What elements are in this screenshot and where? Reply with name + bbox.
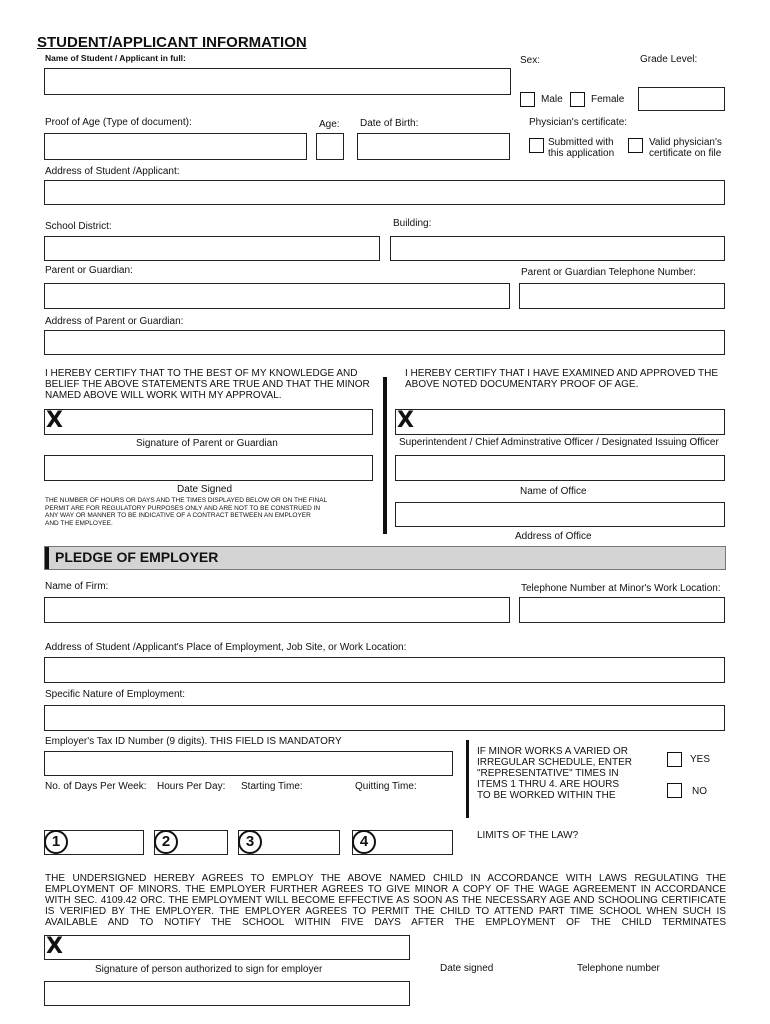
employer-signature-field[interactable] [44,935,410,960]
hours-per-day-label: Hours Per Day: [157,781,226,792]
employer-date-signed-label: Date signed [440,963,494,974]
parent-date-signed-field[interactable] [44,455,373,481]
parent-date-signed-label: Date Signed [177,484,233,495]
quitting-time-field[interactable] [352,830,453,855]
parent-signature-label: Signature of Parent or Guardian [136,438,278,449]
number-3-icon: 3 [238,830,262,854]
submitted-label-line1: Submitted with [548,137,614,148]
quitting-time-label: Quitting Time: [355,781,417,792]
proof-of-age-label: Proof of Age (Type of document): [45,117,192,128]
firm-name-label: Name of Firm: [45,581,109,592]
work-address-field[interactable] [44,657,725,683]
submitted-checkbox[interactable] [529,138,544,153]
yes-checkbox[interactable] [667,752,682,767]
school-district-label: School District: [45,221,112,232]
certify-right-text: I HEREBY CERTIFY THAT I HAVE EXAMINED AND APPROVED THE ABOVE NOTED DOCUMENTARY PROOF OF AGE. [405,368,719,390]
parent-address-label: Address of Parent or Guardian: [45,316,184,327]
physician-certificate-label: Physician's certificate: [529,117,628,128]
disclaimer-text: THE NUMBER OF HOURS OR DAYS AND THE TIMES DISPLAYED BELOW OR ON THE FINAL PERMIT ARE FOR REGULATORY PURPOSES ONLY AND ARE NOT TO BE CONSTRUED IN ANY WAY OR MANNER TO BE INDICATIVE OF A CONTRACT BETWEEN AN EMPLOYER AND THE EMPLOYEE. [45,497,328,527]
student-address-field[interactable] [44,180,725,205]
dob-field[interactable] [357,133,510,160]
female-label: Female [591,94,625,105]
female-checkbox[interactable] [570,92,585,107]
student-heading: STUDENT/APPLICANT INFORMATION [37,34,307,51]
employer-agreement-text: THE UNDERSIGNED HEREBY AGREES TO EMPLOY THE ABOVE NAMED CHILD IN ACCORDANCE WITH LAWS REGULATING THE EMPLOYMENT OF MINORS. THE EMPLOYER FURTHER AGREES TO GIVE MINOR A COPY OF THE WAGE AGREEMENT IN ACCORDANCE WITH SEC. 4109.42 ORC. THE EMPLOYMENT WILL BECOME EFFECTIVE AS SOON AS THE NECESSARY AGE AND SCHOOLING CERTIFICATE IS VERIFIED BY THE EMPLOYER. THE EMPLOYER AGREES TO PERMIT THE CHILD TO ATTEND PART TIME SCHOOL WHEN SUCH IS AVAILABLE AND TO NOTIFY THE SCHOOL WITHIN FIVE DAYS AFTER THE EMPLOYMENT OF THE CHILD TERMINATES [45,873,726,928]
age-field[interactable] [316,133,344,160]
student-address-label: Address of Student /Applicant: [45,166,180,177]
days-per-week-label: No. of Days Per Week: [45,781,147,792]
office-name-field[interactable] [395,455,725,481]
nature-field[interactable] [44,705,725,731]
work-phone-label: Telephone Number at Minor's Work Location: [521,583,721,594]
parent-signature-field[interactable] [44,409,373,435]
vertical-divider [383,377,387,534]
number-4-icon: 4 [352,830,376,854]
no-checkbox[interactable] [667,783,682,798]
x-mark-icon: X [46,408,63,433]
yes-label: YES [690,754,711,765]
office-address-label: Address of Office [515,531,592,542]
valid-label-line2: certificate on file [649,148,722,159]
pledge-heading: PLEDGE OF EMPLOYER [55,549,219,565]
submitted-label-line2: this application [548,148,615,159]
school-district-field[interactable] [44,236,380,261]
certify-left-text: I HEREBY CERTIFY THAT TO THE BEST OF MY KNOWLEDGE AND BELIEF THE ABOVE STATEMENTS ARE TRUE AND THAT THE MINOR NAMED ABOVE WILL WORK WITH MY APPROVAL. [45,368,370,401]
pledge-heading-bar [44,546,726,570]
x-mark-icon: X [46,934,63,959]
hours-per-day-field[interactable] [154,830,228,855]
limits-of-law-label: LIMITS OF THE LAW? [477,830,579,841]
sex-label: Sex: [520,55,541,66]
no-label: NO [692,786,707,797]
schedule-divider [466,740,469,818]
tax-id-label: Employer's Tax ID Number (9 digits). THIS FIELD IS MANDATORY [45,736,342,747]
proof-of-age-field[interactable] [44,133,307,160]
varied-schedule-text: IF MINOR WORKS A VARIED OR IRREGULAR SCHEDULE, ENTER "REPRESENTATIVE" TIMES IN ITEMS 1 THRU 4. ARE HOURS TO BE WORKED WITHIN THE [477,746,633,801]
starting-time-field[interactable] [238,830,340,855]
employer-signature-date-field[interactable] [44,981,410,1006]
dob-label: Date of Birth: [360,118,419,129]
student-name-label: Name of Student / Applicant in full: [45,53,186,63]
building-label: Building: [393,218,432,229]
valid-label-line1: Valid physician's [649,137,722,148]
employer-phone-label: Telephone number [577,963,660,974]
office-address-field[interactable] [395,502,725,527]
officer-signature-field[interactable] [395,409,725,435]
officer-label: Superintendent / Chief Adminstrative Officer / Designated Issuing Officer [399,437,719,448]
pledge-heading-accent [45,547,49,569]
grade-level-label: Grade Level: [640,54,698,65]
office-name-label: Name of Office [520,486,587,497]
employer-signature-label: Signature of person authorized to sign for employer [95,964,323,975]
grade-level-field[interactable] [638,87,725,111]
parent-phone-label: Parent or Guardian Telephone Number: [521,267,696,278]
tax-id-field[interactable] [44,751,453,776]
parent-address-field[interactable] [44,330,725,355]
starting-time-label: Starting Time: [241,781,303,792]
age-label: Age: [319,119,340,130]
number-2-icon: 2 [154,830,178,854]
number-1-icon: 1 [44,830,68,854]
student-name-field[interactable] [44,68,511,95]
male-label: Male [541,94,563,105]
building-field[interactable] [390,236,725,261]
nature-label: Specific Nature of Employment: [45,689,186,700]
days-per-week-field[interactable] [44,830,144,855]
male-checkbox[interactable] [520,92,535,107]
work-phone-field[interactable] [519,597,725,623]
work-address-label: Address of Student /Applicant's Place of Employment, Job Site, or Work Location: [45,642,407,653]
parent-field[interactable] [44,283,510,309]
valid-certificate-checkbox[interactable] [628,138,643,153]
parent-label: Parent or Guardian: [45,265,133,276]
parent-phone-field[interactable] [519,283,725,309]
x-mark-icon: X [397,408,414,433]
firm-name-field[interactable] [44,597,510,623]
